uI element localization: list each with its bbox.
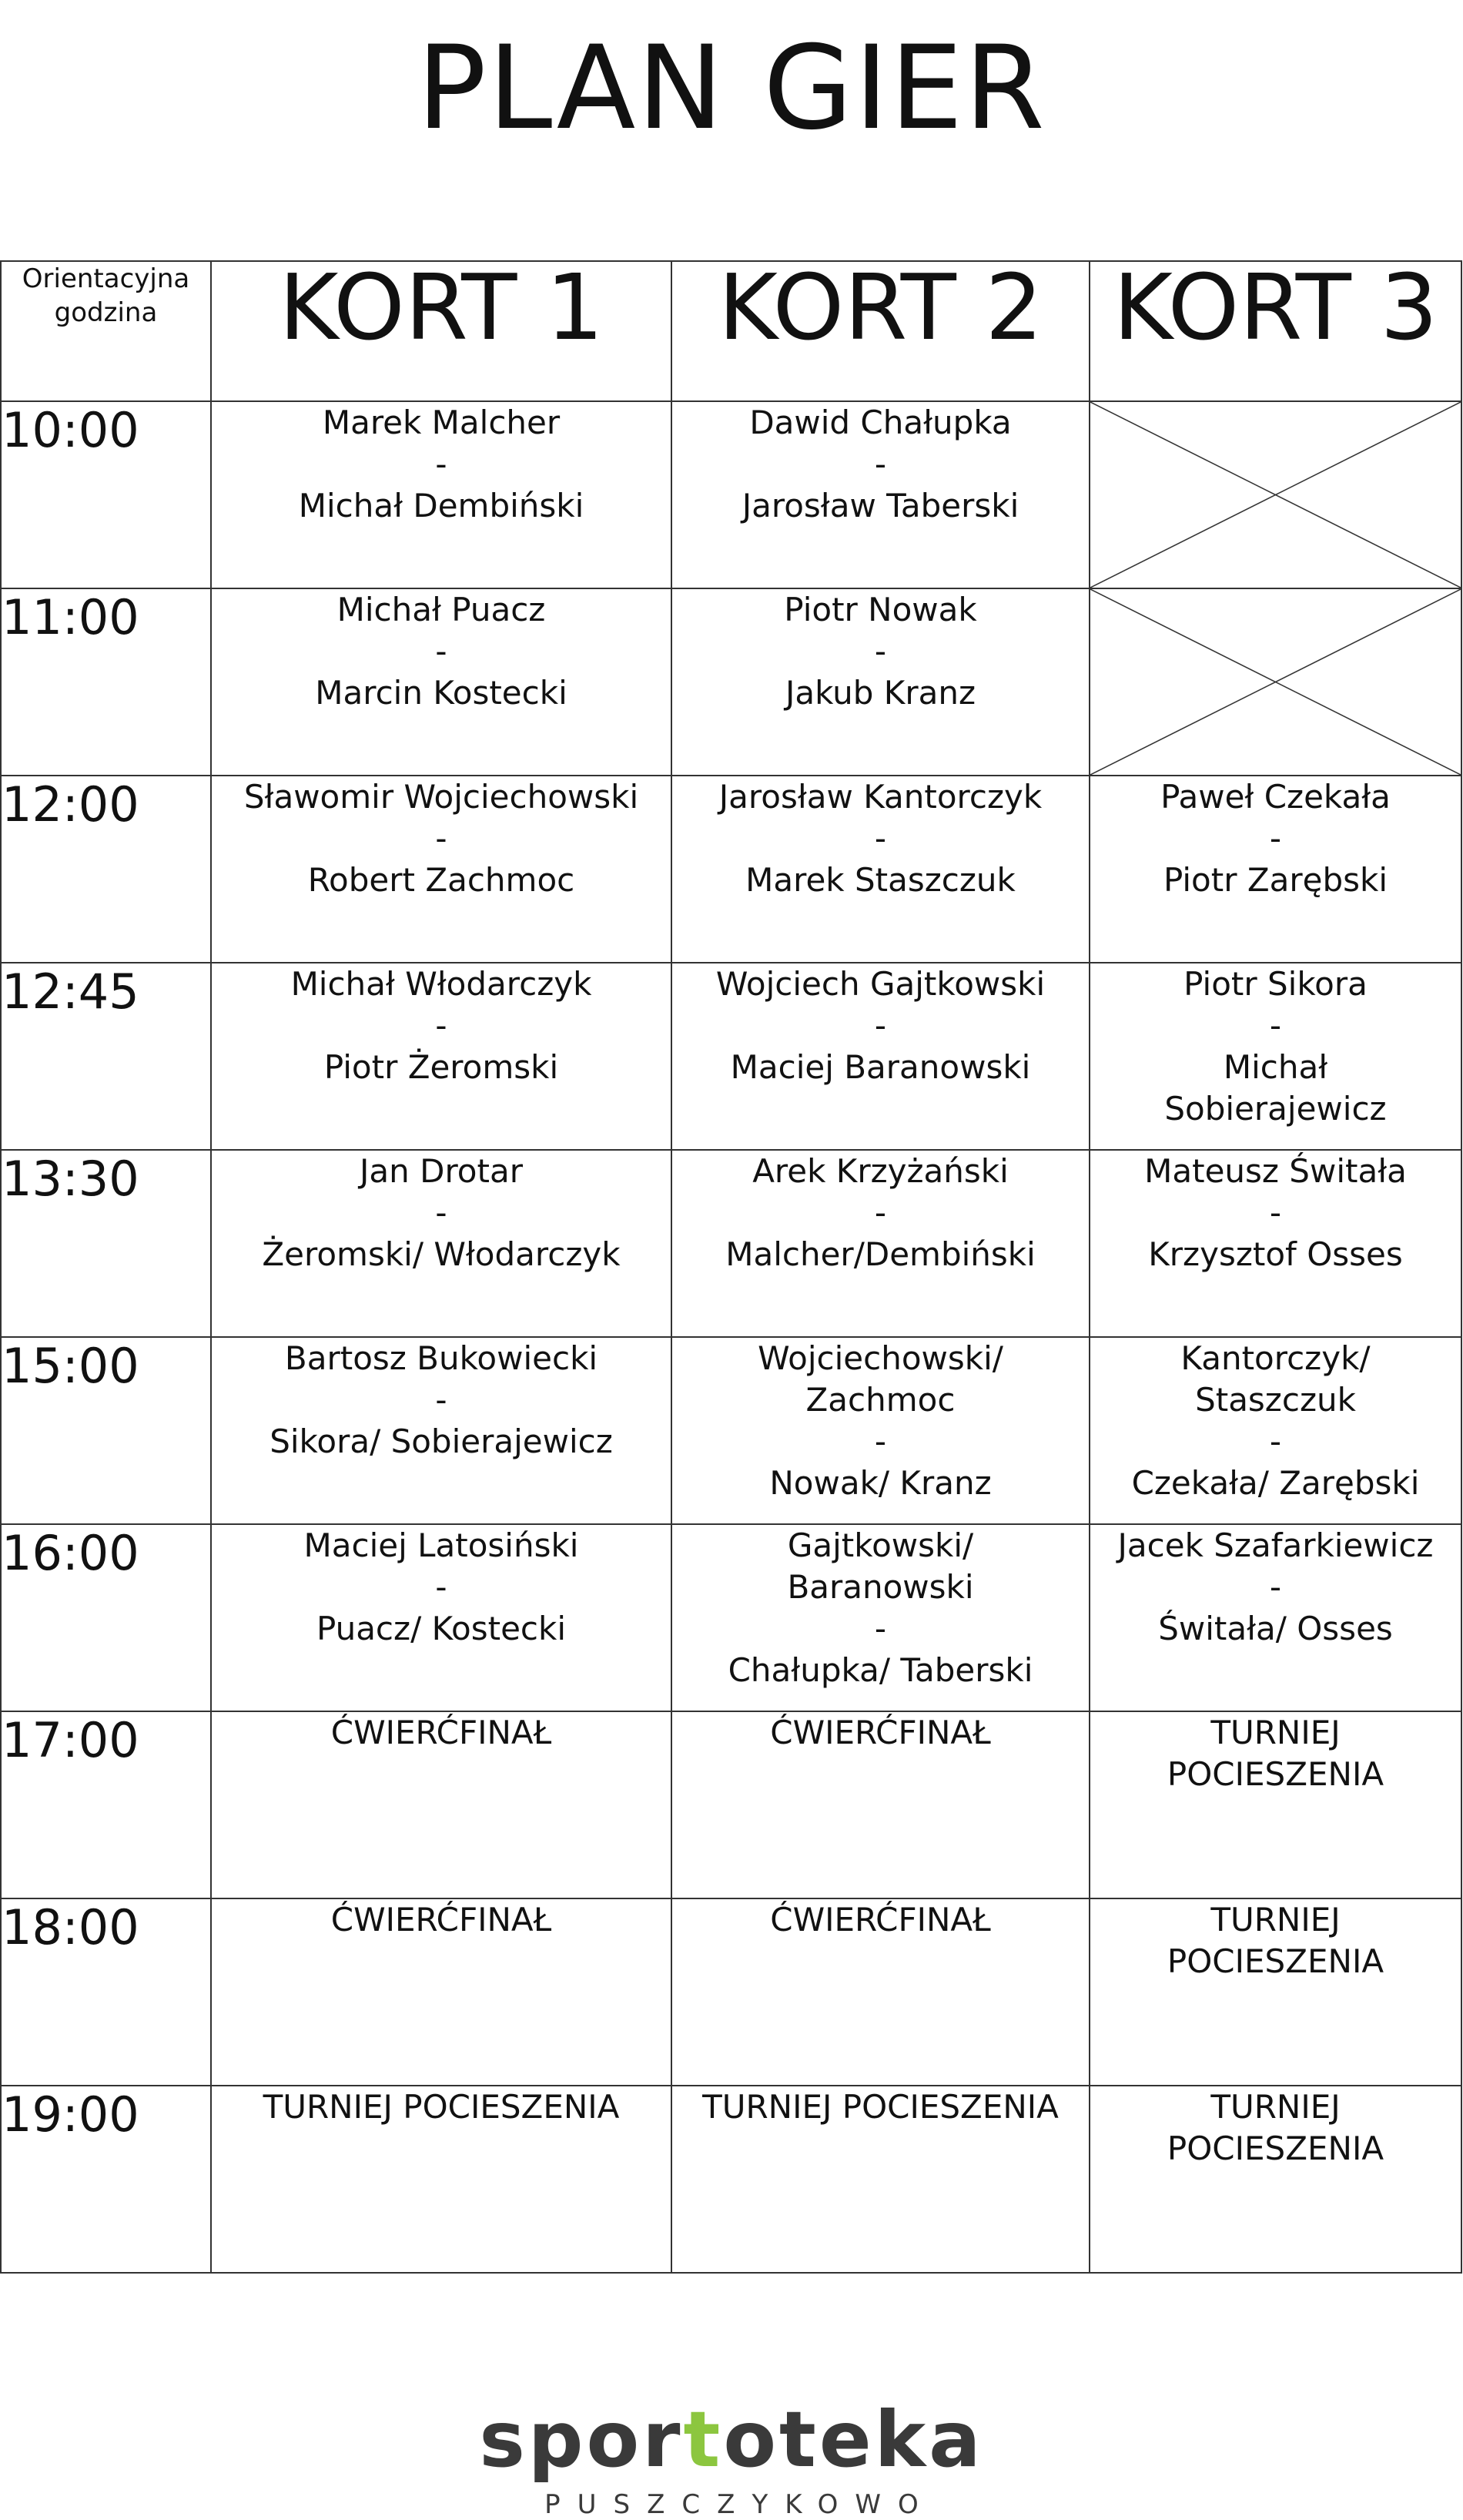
court-3-match-cell <box>1090 776 1461 963</box>
schedule-row <box>1 963 1461 1150</box>
court-3-match-cell <box>1090 2086 1461 2273</box>
cross-out-mark <box>1090 402 1461 588</box>
match-line: TURNIEJ POCIESZENIA <box>702 2088 1059 2126</box>
court-2-match-cell <box>671 2086 1090 2273</box>
match-line: - <box>435 819 447 857</box>
hour-header-line-2: godzina <box>54 297 158 329</box>
court-3-match-cell <box>1090 963 1461 1150</box>
match-line: Świtała/ Osses <box>1158 1610 1393 1647</box>
court-1-match-cell <box>211 1711 671 1898</box>
court-2-match-cell <box>671 401 1090 588</box>
match-line: - <box>1269 1007 1282 1044</box>
match-line: Wojciech Gajtkowski <box>715 965 1046 1003</box>
match-line: Michał Włodarczyk <box>290 965 592 1003</box>
match-line: Czekała/ Zarębski <box>1131 1464 1420 1502</box>
court-1-match-cell <box>211 401 671 588</box>
match-line: Baranowski <box>787 1568 974 1606</box>
match-line: Michał <box>1223 1048 1328 1086</box>
match-line: - <box>874 1007 887 1044</box>
court-2-match-cell <box>671 1150 1090 1337</box>
match-line: Michał Puacz <box>336 591 546 628</box>
logo-text-accent: t <box>683 2394 724 2485</box>
schedule-table <box>0 254 1462 2274</box>
match-line: Chałupka/ Taberski <box>728 1651 1033 1689</box>
court-1-match-cell <box>211 1898 671 2086</box>
match-line: TURNIEJ <box>1210 2088 1341 2126</box>
court-3-empty-cell <box>1090 401 1461 588</box>
match-line: Sikora/ Sobierajewicz <box>270 1423 613 1460</box>
court-1-match-cell <box>211 588 671 776</box>
match-line: - <box>1269 819 1282 857</box>
match-line: POCIESZENIA <box>1167 1755 1384 1793</box>
schedule-row <box>1 1711 1461 1898</box>
logo-text-a: spor <box>479 2394 684 2485</box>
schedule-body <box>1 401 1461 2273</box>
match-line: Maciej Baranowski <box>730 1048 1031 1086</box>
time-cell: 15:00 <box>1 1337 211 1524</box>
logo-subtitle: PUSZCZYKOWO <box>544 2489 936 2520</box>
match-line: Żeromski/ Włodarczyk <box>262 1235 621 1273</box>
match-line: Gajtkowski/ <box>787 1526 974 1564</box>
match-line: - <box>874 1423 887 1460</box>
court-1-match-cell <box>211 2086 671 2273</box>
time-cell: 12:45 <box>1 963 211 1150</box>
schedule-row <box>1 401 1461 588</box>
court-1-match-cell <box>211 963 671 1150</box>
header-row <box>1 261 1461 401</box>
court-2-match-cell <box>671 1524 1090 1711</box>
sportoteka-logo <box>0 2394 1463 2520</box>
match-line: - <box>874 445 887 483</box>
time-cell: 10:00 <box>1 401 211 588</box>
match-line: ĆWIERĆFINAŁ <box>770 1901 991 1939</box>
match-line: - <box>435 1194 447 1232</box>
court-1-match-cell <box>211 1150 671 1337</box>
match-line: POCIESZENIA <box>1167 1942 1384 1980</box>
schedule-row <box>1 1337 1461 1524</box>
match-line: - <box>435 632 447 670</box>
court-header-2: KORT 2 <box>671 261 1090 401</box>
court-header-1: KORT 1 <box>211 261 671 401</box>
court-3-match-cell <box>1090 1150 1461 1337</box>
match-line: Piotr Żeromski <box>323 1048 559 1086</box>
match-line: Nowak/ Kranz <box>769 1464 992 1502</box>
match-line: Zachmoc <box>805 1381 956 1419</box>
match-line: Dawid Chałupka <box>749 404 1012 441</box>
time-cell: 17:00 <box>1 1711 211 1898</box>
schedule-row <box>1 1898 1461 2086</box>
match-line: Mateusz Świtała <box>1144 1152 1407 1190</box>
match-line: Jarosław Kantorczyk <box>718 778 1043 816</box>
match-line: Staszczuk <box>1195 1381 1356 1419</box>
match-line: Sławomir Wojciechowski <box>243 778 639 816</box>
match-line: Marek Malcher <box>322 404 561 441</box>
match-line: ĆWIERĆFINAŁ <box>770 1714 991 1751</box>
match-line: Jakub Kranz <box>785 674 976 712</box>
match-line: - <box>874 632 887 670</box>
court-2-match-cell <box>671 776 1090 963</box>
match-line: ĆWIERĆFINAŁ <box>330 1714 552 1751</box>
match-line: - <box>874 1610 887 1647</box>
schedule-row <box>1 1524 1461 1711</box>
match-line: TURNIEJ POCIESZENIA <box>263 2088 620 2126</box>
court-header-3: KORT 3 <box>1090 261 1461 401</box>
schedule-row <box>1 2086 1461 2273</box>
court-1-match-cell <box>211 1524 671 1711</box>
match-line: - <box>1269 1568 1282 1606</box>
match-line: - <box>435 1007 447 1044</box>
match-line: Jan Drotar <box>360 1152 523 1190</box>
match-line: Robert Zachmoc <box>307 861 575 899</box>
court-3-match-cell <box>1090 1337 1461 1524</box>
court-3-match-cell <box>1090 1711 1461 1898</box>
time-cell: 13:30 <box>1 1150 211 1337</box>
court-2-match-cell <box>671 963 1090 1150</box>
match-line: - <box>435 1568 447 1606</box>
logo-text-b: oteka <box>723 2394 984 2485</box>
match-line: TURNIEJ <box>1210 1714 1341 1751</box>
match-line: Paweł Czekała <box>1160 778 1391 816</box>
hour-column-header <box>1 261 211 401</box>
court-2-match-cell <box>671 1337 1090 1524</box>
match-line: - <box>874 1194 887 1232</box>
time-cell: 16:00 <box>1 1524 211 1711</box>
match-line: - <box>1269 1423 1282 1460</box>
time-cell: 19:00 <box>1 2086 211 2273</box>
match-line: Marcin Kostecki <box>315 674 567 712</box>
court-3-match-cell <box>1090 1898 1461 2086</box>
match-line: - <box>435 1381 447 1419</box>
match-line: - <box>435 445 447 483</box>
match-line: Piotr Sikora <box>1183 965 1368 1003</box>
court-2-match-cell <box>671 1898 1090 2086</box>
schedule-row <box>1 776 1461 963</box>
court-2-match-cell <box>671 1711 1090 1898</box>
time-cell: 18:00 <box>1 1898 211 2086</box>
match-line: Piotr Zarębski <box>1163 861 1388 899</box>
schedule-row <box>1 588 1461 776</box>
court-3-empty-cell <box>1090 588 1461 776</box>
match-line: Arek Krzyżański <box>752 1152 1009 1190</box>
match-line: Sobierajewicz <box>1164 1090 1387 1128</box>
match-line: Wojciechowski/ <box>758 1339 1003 1377</box>
match-line: Bartosz Bukowiecki <box>284 1339 598 1377</box>
match-line: Jacek Szafarkiewicz <box>1117 1526 1434 1564</box>
match-line: Krzysztof Osses <box>1148 1235 1403 1273</box>
match-line: Michał Dembiński <box>298 487 584 524</box>
match-line: - <box>874 819 887 857</box>
page-title: PLAN GIER <box>417 22 1046 156</box>
logo-wordmark <box>0 2394 1463 2485</box>
match-line: POCIESZENIA <box>1167 2130 1384 2167</box>
time-cell: 11:00 <box>1 588 211 776</box>
match-line: Jarosław Taberski <box>742 487 1019 524</box>
hour-header-line-1: Orientacyjna <box>22 263 190 294</box>
match-line: ĆWIERĆFINAŁ <box>330 1901 552 1939</box>
time-cell: 12:00 <box>1 776 211 963</box>
match-line: Piotr Nowak <box>784 591 977 628</box>
court-1-match-cell <box>211 776 671 963</box>
cross-out-mark <box>1090 589 1461 775</box>
match-line: Malcher/Dembiński <box>725 1235 1036 1273</box>
match-line: TURNIEJ <box>1210 1901 1341 1939</box>
match-line: Kantorczyk/ <box>1180 1339 1371 1377</box>
court-2-match-cell <box>671 588 1090 776</box>
match-line: Marek Staszczuk <box>745 861 1016 899</box>
match-line: Puacz/ Kostecki <box>316 1610 566 1647</box>
schedule-row <box>1 1150 1461 1337</box>
match-line: Maciej Latosiński <box>303 1526 579 1564</box>
court-3-match-cell <box>1090 1524 1461 1711</box>
court-1-match-cell <box>211 1337 671 1524</box>
match-line: - <box>1269 1194 1282 1232</box>
